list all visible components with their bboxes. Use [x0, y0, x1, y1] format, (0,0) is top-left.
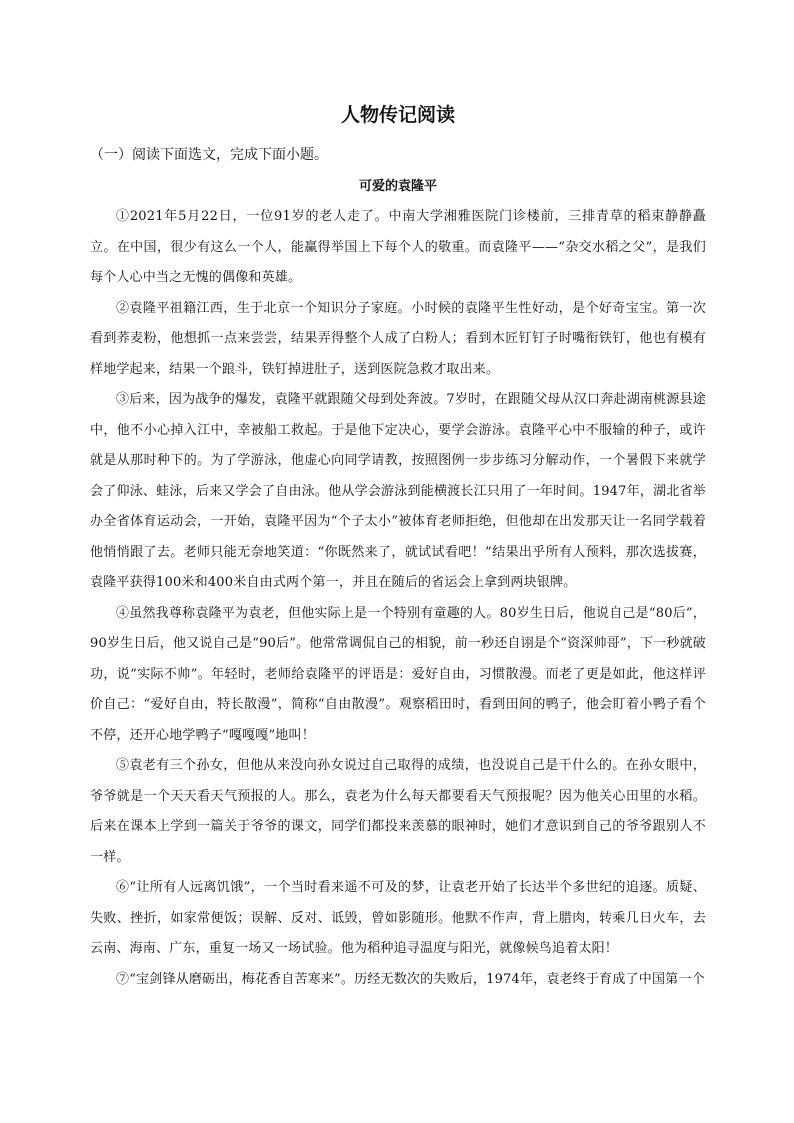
paragraph-6: ⑥“让所有人远离饥饿”，一个当时看来遥不可及的梦，让袁老开始了长达半个多世纪的追逐。质疑、失败、挫折，如家常便饭；误解、反对、诋毁，曾如影随形。他默不作声，背上腊肉，转乘几日火车，去云南、海南、广东，重复一场又一场试验。他为稻种追寻温度与阳光，就像候鸟追着太阳！ — [90, 880, 706, 956]
article-title: 可爱的袁隆平 — [358, 179, 437, 194]
paragraph-3: ③后来，因为战争的爆发，袁隆平就跟随父母到处奔波。7岁时，在跟随父母从汉口奔赴湖南桃源县途中，他不小心掉入江中，幸被船工救起。于是他下定决心，要学会游泳。袁隆平心中不服输的种子，或许就是从那时种下的。为了学游泳，他虚心向同学请教，按照图例一步步练习分解动作，一个暑假下来就学会了仰泳、蛙泳，后来又学会了自由泳。他从学会游泳到能横渡长江只用了一年时间。1947年，湖北省举办全省体育运动会，一开始，袁隆平因为“个子太小”被体育老师拒绝，但他却在出发那天让一名同学载着他悄悄跟了去。老师只能无奈地笑道：“你既然来了，就试试看吧！”结果出乎所有人预料，那次选拔赛，袁隆平获得100米和400米自由式两个第一，并且在随后的省运会上拿到两块银牌。 — [90, 392, 706, 590]
paragraph-1: ①2021年5月22日，一位91岁的老人走了。中南大学湘雅医院门诊楼前，三排青草的稻束静静矗立。在中国，很少有这么一个人，能赢得举国上下每个人的敬重。而袁隆平——“杂交水稻之父”，是我们每个人心中当之无愧的偶像和英雄。 — [90, 209, 706, 285]
paragraph-4: ④虽然我尊称袁隆平为袁老，但他实际上是一个特别有童趣的人。80岁生日后，他说自己是“80后”，90岁生日后，他又说自己是“90后”。他常常调侃自己的相貌，前一秒还自诩是个“资深帅哥”，下一秒就破功，说“实际不帅”。年轻时，老师给袁隆平的评语是：爱好自由，习惯散漫。而老了更是如此，他这样评价自己：“爱好自由，特长散漫”，简称“自由散漫”。观察稻田时，看到田间的鸭子，他会盯着小鸭子看个不停，还开心地学鸭子“嘎嘎嘎”地叫！ — [90, 605, 706, 743]
document-title: 人物传记阅读 — [340, 104, 455, 126]
document-page — [90, 98, 706, 995]
paragraph-5: ⑤袁老有三个孙女，但他从来没向孙女说过自己取得的成绩，也没说自己是干什么的。在孙女眼中，爷爷就是一个天天看天气预报的人。那么，袁老为什么每天都要看天气预报呢？因为他关心田里的水稻。后来在课本上学到一篇关于爷爷的课文，同学们都投来羡慕的眼神时，她们才意识到自己的爷爷跟别人不一样。 — [90, 758, 706, 865]
paragraph-7: ⑦“宝剑锋从磨砺出，梅花香自苦寒来”。历经无数次的失败后，1974年，袁老终于育成了中国第一个 — [116, 971, 705, 987]
question-instruction: （一）阅读下面选文，完成下面小题。 — [90, 147, 328, 163]
paragraph-2: ②袁隆平祖籍江西，生于北京一个知识分子家庭。小时候的袁隆平生性好动，是个好奇宝宝。第一次看到荞麦粉，他想抓一点来尝尝，结果弄得整个人成了白粉人；看到木匠钉钉子时嘴衔铁钉，他也有模有样地学起来，结果一个踉斗，铁钉掉进肚子，送到医院急救才取出来。 — [90, 300, 706, 377]
